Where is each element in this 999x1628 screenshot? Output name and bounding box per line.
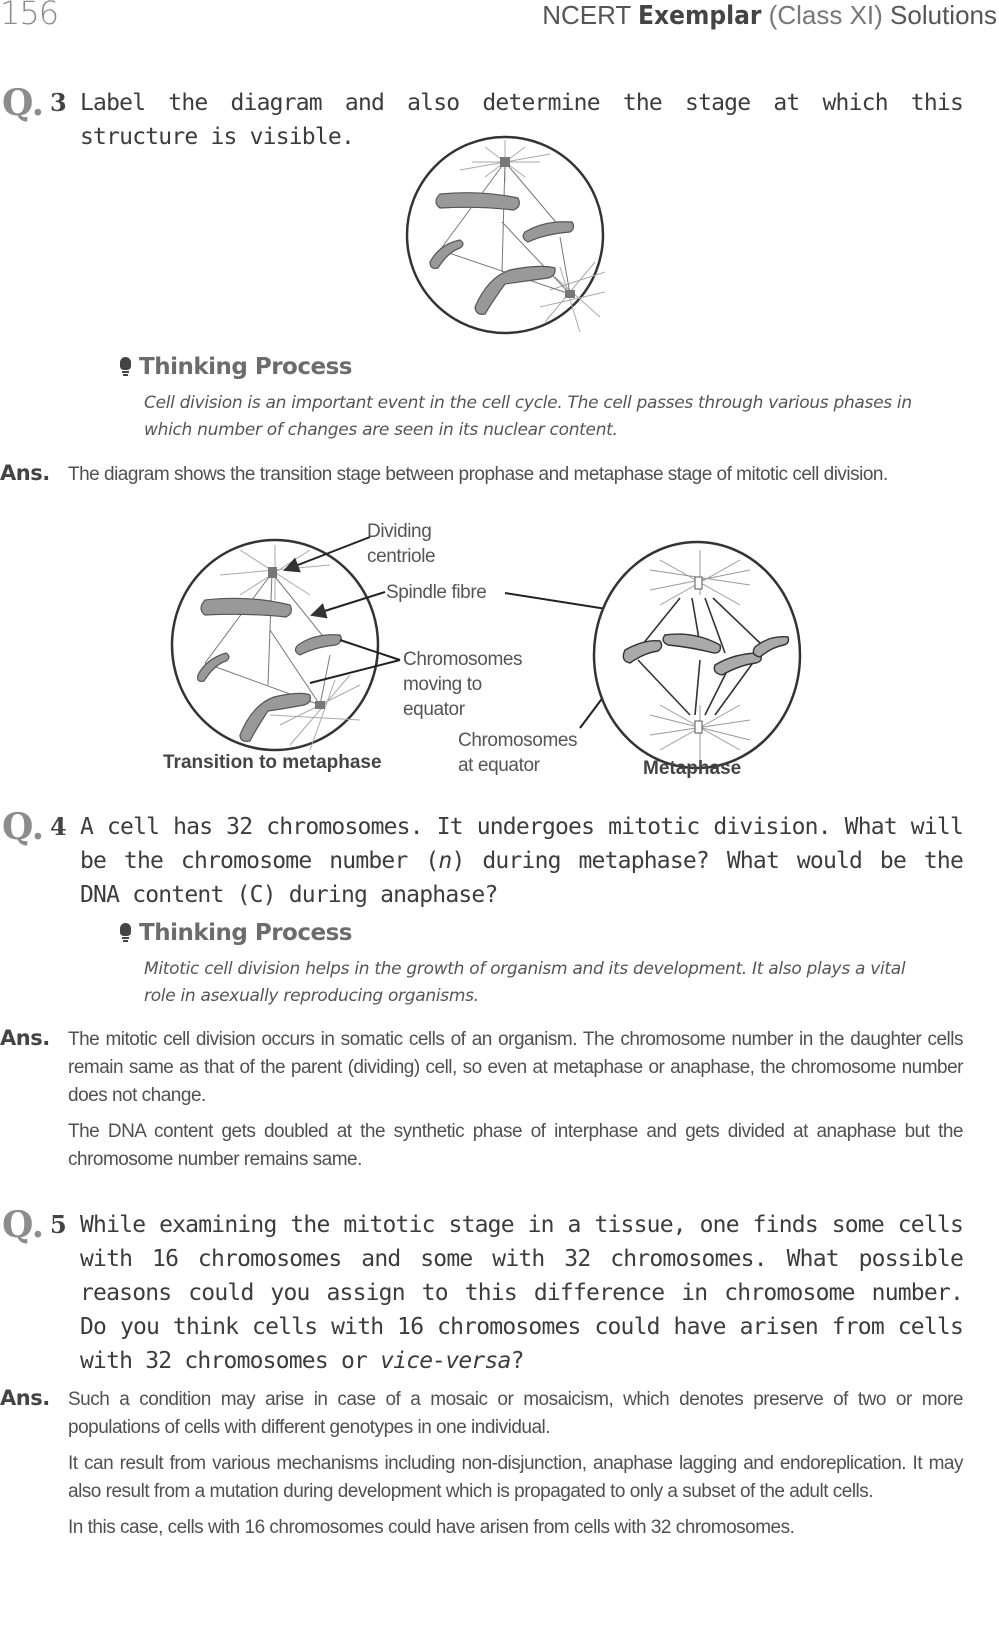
thinking-process-title: Thinking Process <box>139 354 352 380</box>
question-mark: Q. <box>2 82 45 124</box>
answer-4 <box>0 1026 963 1182</box>
series-class: (Class XI) <box>768 0 883 30</box>
answer-paragraph: The DNA content gets doubled at the synthetic phase of interphase and gets divided at anaphase but the chromosome number remains same. <box>68 1121 963 1170</box>
running-header <box>542 0 997 31</box>
question-number: 4 <box>50 812 67 841</box>
answer-text: The diagram shows the transition stage between prophase and metaphase stage of mitotic cell division. <box>68 464 888 485</box>
question-text: Label the diagram and also determine the stage at which this structure is visible. <box>80 90 963 150</box>
answer-label: Ans. <box>0 1386 50 1410</box>
answer-5 <box>0 1386 963 1550</box>
series-suffix: Solutions <box>890 0 997 30</box>
answer-3 <box>0 461 963 497</box>
thinking-process-text: Mitotic cell division helps in the growth of organism and its development. It also plays a vital role in asexually reproducing organisms. <box>144 959 906 1006</box>
label-chromosomes-moving: Chromosomes moving to equator <box>403 649 523 720</box>
thinking-process-q3 <box>120 354 939 444</box>
thinking-process-title: Thinking Process <box>139 920 352 946</box>
page-number: 156 <box>0 0 59 32</box>
question-number: 5 <box>50 1210 67 1239</box>
answer-label: Ans. <box>0 1026 50 1050</box>
question-mark: Q. <box>2 806 45 848</box>
answer-label: Ans. <box>0 461 50 485</box>
label-chromosomes-equator: Chromosomes at equator <box>458 730 578 776</box>
series-title: Exemplar <box>638 1 762 31</box>
answer-paragraph: It can result from various mechanisms including non-disjunction, anaphase lagging and endoreplication. It may also result from a mutation during development which is propagated to only a subset of the adult cells. <box>68 1453 963 1502</box>
lightbulb-icon <box>120 357 131 377</box>
answer-paragraph: Such a condition may arise in case of a mosaic or mosaicism, which denotes preserve of two or more populations of cells with different genotypes in one individual. <box>68 1389 963 1438</box>
question-text: A cell has 32 chromosomes. It undergoes mitotic division. What will be the chromosome number (n) during metaphase? What would be the DNA content (C) during anaphase? <box>80 814 964 908</box>
label-dividing-centriole: Dividing centriole <box>367 521 436 567</box>
thinking-process-q4 <box>120 920 939 1010</box>
answer-paragraph: The mitotic cell division occurs in somatic cells of an organism. The chromosome number in the daughter cells remain same as that of the parent (dividing) cell, so even at metaphase or anaphase, the chromosome number does not change. <box>68 1029 963 1106</box>
caption-transition: Transition to metaphase <box>163 752 382 773</box>
answer-paragraph: In this case, cells with 16 chromosomes could have arisen from cells with 32 chromosomes. <box>68 1517 795 1538</box>
question-number: 3 <box>50 88 67 117</box>
caption-metaphase: Metaphase <box>643 758 742 779</box>
question-5 <box>0 1204 963 1378</box>
q3-cell-diagram <box>400 132 610 342</box>
label-spindle-fibre: Spindle fibre <box>386 582 487 603</box>
thinking-process-text: Cell division is an important event in the cell cycle. The cell passes through various phases in which number of changes are seen in its nuclear content. <box>144 393 912 440</box>
question-text: While examining the mitotic stage in a tissue, one finds some cells with 16 chromosomes and some with 32 chromosomes. What possible reasons could you assign to this difference in chromosome number. Do you think cells with 16 chromosomes could have arisen from cells with 32 chromosomes or vice-versa? <box>80 1212 963 1374</box>
lightbulb-icon <box>120 923 131 943</box>
question-4 <box>0 806 964 912</box>
series-prefix: NCERT <box>542 0 631 30</box>
question-mark: Q. <box>2 1204 45 1246</box>
